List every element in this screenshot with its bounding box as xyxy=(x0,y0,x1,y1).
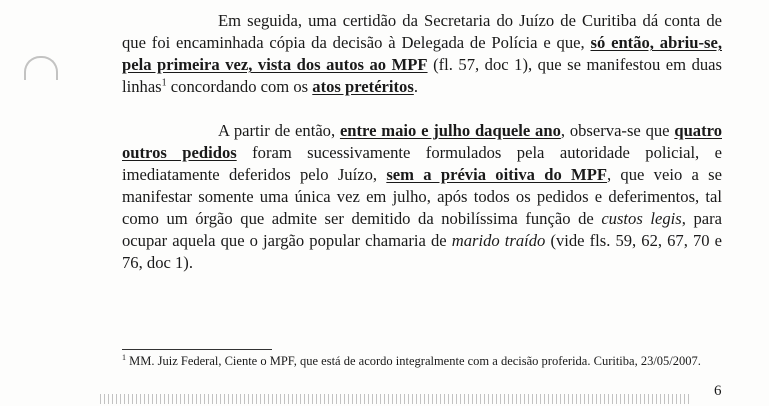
footnote-text: MM. Juiz Federal, Ciente o MPF, que está de acordo integralmente com a decisão proferida. Curitiba, 23/05/2007. xyxy=(129,354,701,368)
paragraph-1-emphasis-a: só então, abriu-se, pela primeira vez, vista dos autos ao MPF xyxy=(122,33,723,74)
paragraph-2-emphasis-b: quatro outros pedidos xyxy=(122,121,722,162)
punch-hole-mark xyxy=(24,56,58,80)
page-number: 6 xyxy=(714,383,722,399)
paragraph-2-emphasis-c: sem a prévia oitiva do MPF xyxy=(386,165,607,184)
footnote-mark: 1 xyxy=(122,352,126,362)
footnote-separator xyxy=(122,349,272,350)
paragraph-2 xyxy=(122,120,722,274)
paragraph-2-text-e: , para ocupar aquela que o jargão popular chamaria de xyxy=(122,209,722,250)
paragraph-2-text-d: , que veio a se manifestar somente uma única vez em julho, após todos os pedidos e deferimentos, tal como um órgão que admite ser demitido da nobilíssima função de xyxy=(122,165,723,228)
paragraph-2-italic-a: custos legis xyxy=(601,209,682,228)
paragraph-1-text-c: concordando com os xyxy=(170,77,309,96)
paragraph-1-text-a: Em seguida, uma certidão da Secretaria do Juízo de Curitiba dá conta de que foi encaminhada cópia da decisão à Delegada de Polícia e que, xyxy=(122,11,722,52)
paragraph-2-text-b: , observa-se que xyxy=(560,121,670,140)
paragraph-1-emphasis-b: atos pretéritos xyxy=(312,77,414,96)
paragraph-1-text-d: . xyxy=(413,77,418,96)
paragraph-1-text-b: (fl. 57, doc 1), que se manifestou em duas linhas xyxy=(122,55,722,96)
paragraph-2-text-f: (vide fls. 59, 62, 67, 70 e 76, doc 1). xyxy=(122,231,722,272)
scan-tick-strip xyxy=(100,394,690,404)
footnote-reference: 1 xyxy=(161,77,167,89)
paragraph-2-text-a: A partir de então, xyxy=(218,121,336,140)
paragraph-2-italic-b: marido traído xyxy=(451,231,546,250)
paragraph-2-emphasis-a: entre maio e julho daquele ano xyxy=(339,121,561,140)
paragraph-2-text-c: foram sucessivamente formulados pela autoridade policial, e imediatamente deferidos pelo Juízo, xyxy=(122,143,722,184)
paragraph-1 xyxy=(122,10,722,98)
footnote xyxy=(122,354,724,369)
